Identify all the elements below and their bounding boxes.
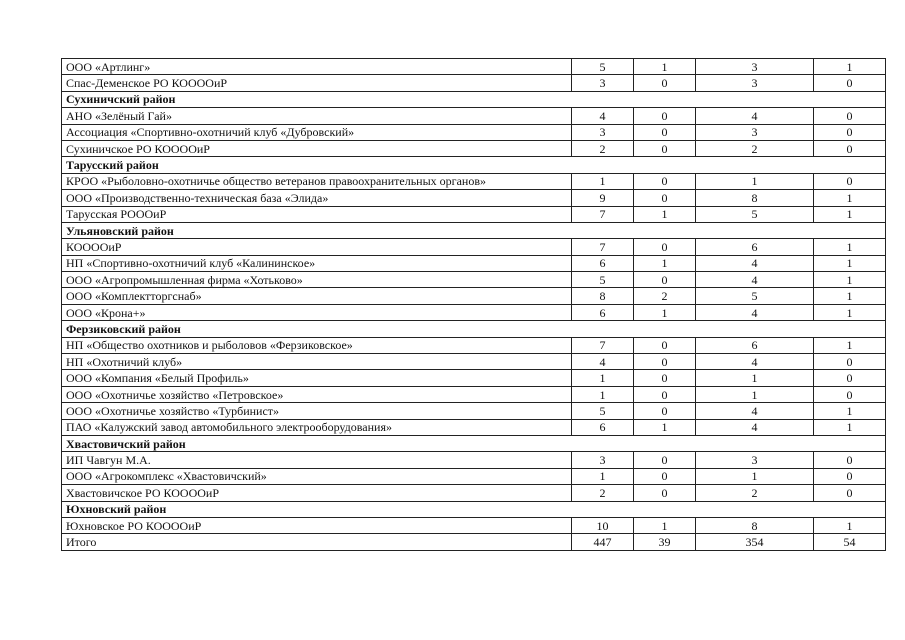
value-cell-col-1: 4: [572, 108, 634, 124]
value-cell-col-2: 2: [634, 288, 696, 304]
table-row: [62, 304, 886, 320]
value-cell-col-1: 8: [572, 288, 634, 304]
table-row: [62, 403, 886, 419]
organization-name: ООО «Компания «Белый Профиль»: [62, 370, 572, 386]
value-cell-col-4: 0: [814, 386, 886, 402]
value-cell-col-3: 4: [696, 304, 814, 320]
value-cell-col-4: 1: [814, 272, 886, 288]
value-cell-col-3: 3: [696, 75, 814, 91]
value-cell-col-2: 0: [634, 468, 696, 484]
organization-name: ООО «Охотничье хозяйство «Петровское»: [62, 386, 572, 402]
value-cell-col-1: 2: [572, 140, 634, 156]
organization-name: НП «Общество охотников и рыболовов «Ферзиковское»: [62, 337, 572, 353]
value-cell-col-4: 0: [814, 140, 886, 156]
value-cell-col-3: 3: [696, 124, 814, 140]
value-cell-col-1: 6: [572, 304, 634, 320]
value-cell-col-2: 1: [634, 517, 696, 533]
value-cell-col-4: 0: [814, 124, 886, 140]
district-header-row: [62, 321, 886, 337]
organization-name: НП «Спортивно-охотничий клуб «Калининское»: [62, 255, 572, 271]
value-cell-col-2: 1: [634, 206, 696, 222]
table-row: [62, 190, 886, 206]
value-cell-col-4: 1: [814, 419, 886, 435]
district-name: Юхновский район: [62, 501, 886, 517]
value-cell-col-2: 0: [634, 173, 696, 189]
value-cell-col-3: 6: [696, 239, 814, 255]
value-cell-col-3: 4: [696, 255, 814, 271]
table-row: [62, 272, 886, 288]
table-row: [62, 108, 886, 124]
value-cell-col-2: 0: [634, 239, 696, 255]
organization-name: ООО «Крона+»: [62, 304, 572, 320]
table-row: [62, 124, 886, 140]
data-table: [61, 58, 886, 551]
value-cell-col-3: 4: [696, 272, 814, 288]
value-cell-col-2: 0: [634, 75, 696, 91]
value-cell-col-1: 3: [572, 452, 634, 468]
value-cell-col-3: 8: [696, 517, 814, 533]
value-cell-col-4: 0: [814, 75, 886, 91]
value-cell-col-1: 5: [572, 59, 634, 75]
value-cell-col-2: 0: [634, 140, 696, 156]
district-name: Ферзиковский район: [62, 321, 886, 337]
value-cell-col-4: 0: [814, 173, 886, 189]
organization-name: ООО «Артлинг»: [62, 59, 572, 75]
value-cell-col-4: 0: [814, 370, 886, 386]
table-row: [62, 517, 886, 533]
organization-name: Хвастовичское РО КООООиР: [62, 485, 572, 501]
organization-name: ИП Чавгун М.А.: [62, 452, 572, 468]
value-cell-col-4: 0: [814, 485, 886, 501]
value-cell-col-3: 354: [696, 534, 814, 550]
value-cell-col-4: 1: [814, 403, 886, 419]
district-header-row: [62, 91, 886, 107]
value-cell-col-4: 1: [814, 304, 886, 320]
value-cell-col-2: 1: [634, 255, 696, 271]
value-cell-col-3: 8: [696, 190, 814, 206]
table-row: [62, 75, 886, 91]
value-cell-col-1: 4: [572, 354, 634, 370]
value-cell-col-1: 2: [572, 485, 634, 501]
value-cell-col-4: 1: [814, 59, 886, 75]
organization-name: КООООиР: [62, 239, 572, 255]
value-cell-col-2: 39: [634, 534, 696, 550]
table-row: [62, 206, 886, 222]
value-cell-col-3: 1: [696, 370, 814, 386]
organization-name: Спас-Деменское РО КООООиР: [62, 75, 572, 91]
value-cell-col-4: 0: [814, 108, 886, 124]
organization-name: АНО «Зелёный Гай»: [62, 108, 572, 124]
district-header-row: [62, 157, 886, 173]
district-name: Ульяновский район: [62, 222, 886, 238]
organization-name: ООО «Охотничье хозяйство «Турбинист»: [62, 403, 572, 419]
value-cell-col-2: 0: [634, 124, 696, 140]
table-row: [62, 288, 886, 304]
organization-name: ООО «Агрокомплекс «Хвастовичский»: [62, 468, 572, 484]
table-row: [62, 354, 886, 370]
value-cell-col-4: 1: [814, 239, 886, 255]
value-cell-col-1: 7: [572, 206, 634, 222]
value-cell-col-3: 1: [696, 386, 814, 402]
value-cell-col-4: 0: [814, 468, 886, 484]
value-cell-col-2: 0: [634, 386, 696, 402]
value-cell-col-2: 0: [634, 354, 696, 370]
value-cell-col-1: 447: [572, 534, 634, 550]
district-name: Хвастовичский район: [62, 435, 886, 451]
value-cell-col-2: 0: [634, 190, 696, 206]
value-cell-col-3: 2: [696, 140, 814, 156]
organization-name: НП «Охотничий клуб»: [62, 354, 572, 370]
value-cell-col-4: 54: [814, 534, 886, 550]
value-cell-col-3: 5: [696, 206, 814, 222]
table-row: [62, 337, 886, 353]
value-cell-col-2: 1: [634, 59, 696, 75]
value-cell-col-3: 4: [696, 354, 814, 370]
organization-name: ООО «Агропромышленная фирма «Хотьково»: [62, 272, 572, 288]
value-cell-col-3: 1: [696, 173, 814, 189]
value-cell-col-1: 1: [572, 386, 634, 402]
value-cell-col-3: 6: [696, 337, 814, 353]
value-cell-col-2: 0: [634, 452, 696, 468]
value-cell-col-2: 0: [634, 108, 696, 124]
organization-name: ООО «Производственно-техническая база «Элида»: [62, 190, 572, 206]
table-row: [62, 59, 886, 75]
table-row: [62, 255, 886, 271]
value-cell-col-1: 5: [572, 272, 634, 288]
total-row: [62, 534, 886, 550]
value-cell-col-4: 1: [814, 288, 886, 304]
value-cell-col-1: 5: [572, 403, 634, 419]
value-cell-col-3: 3: [696, 452, 814, 468]
value-cell-col-1: 3: [572, 75, 634, 91]
value-cell-col-1: 7: [572, 337, 634, 353]
value-cell-col-2: 1: [634, 304, 696, 320]
value-cell-col-4: 1: [814, 190, 886, 206]
district-header-row: [62, 222, 886, 238]
table-row: [62, 452, 886, 468]
value-cell-col-1: 9: [572, 190, 634, 206]
organization-name: Тарусская РОООиР: [62, 206, 572, 222]
value-cell-col-4: 1: [814, 337, 886, 353]
table-row: [62, 419, 886, 435]
value-cell-col-3: 4: [696, 419, 814, 435]
value-cell-col-4: 1: [814, 255, 886, 271]
value-cell-col-2: 0: [634, 272, 696, 288]
organization-name: Ассоциация «Спортивно-охотничий клуб «Дубровский»: [62, 124, 572, 140]
value-cell-col-3: 3: [696, 59, 814, 75]
table-body: [62, 59, 886, 551]
organization-name: ПАО «Калужский завод автомобильного электрооборудования»: [62, 419, 572, 435]
value-cell-col-1: 6: [572, 419, 634, 435]
table-row: [62, 468, 886, 484]
table-row: [62, 370, 886, 386]
value-cell-col-4: 0: [814, 452, 886, 468]
organization-name: Юхновское РО КООООиР: [62, 517, 572, 533]
value-cell-col-4: 1: [814, 206, 886, 222]
district-name: Сухиничский район: [62, 91, 886, 107]
district-name: Тарусский район: [62, 157, 886, 173]
value-cell-col-2: 1: [634, 419, 696, 435]
value-cell-col-1: 3: [572, 124, 634, 140]
value-cell-col-3: 1: [696, 468, 814, 484]
value-cell-col-1: 7: [572, 239, 634, 255]
organization-name: ООО «Комплектторгснаб»: [62, 288, 572, 304]
value-cell-col-2: 0: [634, 370, 696, 386]
value-cell-col-2: 0: [634, 485, 696, 501]
district-header-row: [62, 501, 886, 517]
value-cell-col-1: 1: [572, 370, 634, 386]
value-cell-col-1: 1: [572, 468, 634, 484]
district-header-row: [62, 435, 886, 451]
value-cell-col-4: 0: [814, 354, 886, 370]
value-cell-col-3: 4: [696, 108, 814, 124]
organization-name: КРОО «Рыболовно-охотничье общество ветеранов правоохранительных органов»: [62, 173, 572, 189]
value-cell-col-1: 6: [572, 255, 634, 271]
table-row: [62, 239, 886, 255]
table-row: [62, 386, 886, 402]
value-cell-col-1: 1: [572, 173, 634, 189]
value-cell-col-3: 4: [696, 403, 814, 419]
table-row: [62, 140, 886, 156]
value-cell-col-3: 2: [696, 485, 814, 501]
total-label: Итого: [62, 534, 572, 550]
table-row: [62, 485, 886, 501]
value-cell-col-3: 5: [696, 288, 814, 304]
value-cell-col-4: 1: [814, 517, 886, 533]
value-cell-col-2: 0: [634, 403, 696, 419]
table-row: [62, 173, 886, 189]
value-cell-col-1: 10: [572, 517, 634, 533]
value-cell-col-2: 0: [634, 337, 696, 353]
organization-name: Сухиничское РО КООООиР: [62, 140, 572, 156]
